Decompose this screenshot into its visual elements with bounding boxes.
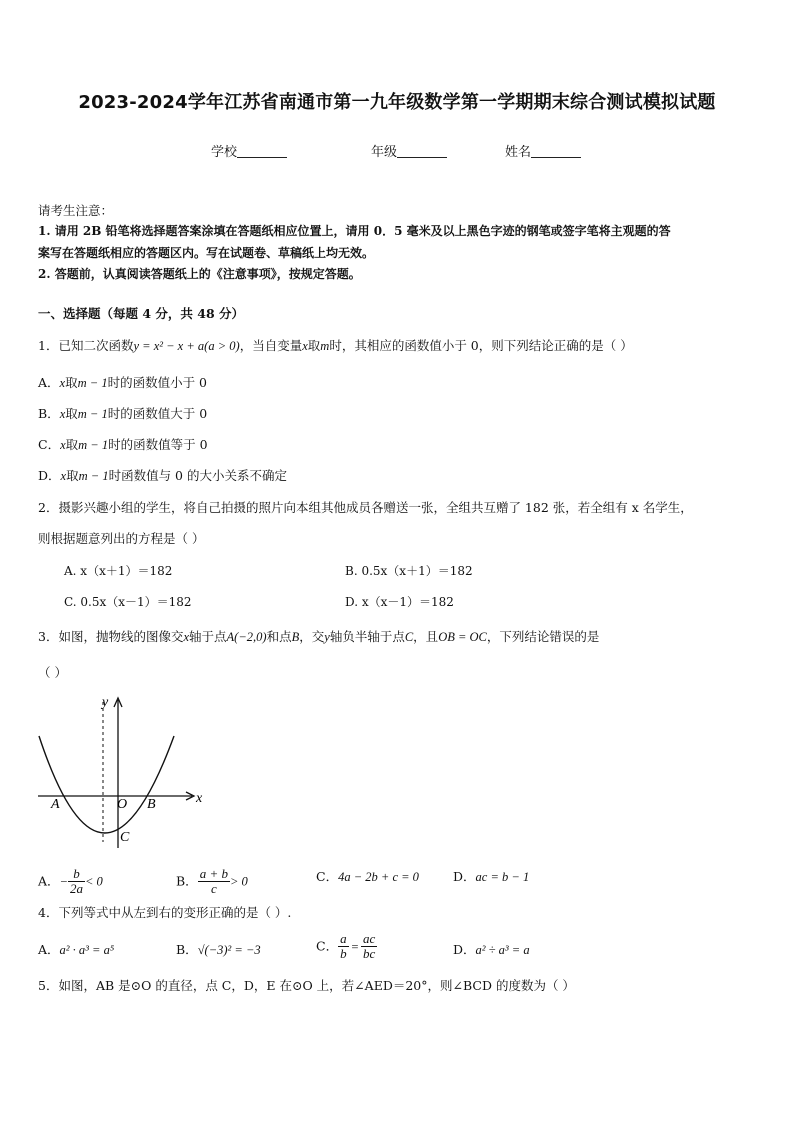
q4-option-a: A．a² · a³ = a⁵ — [38, 942, 115, 957]
question-1 — [38, 336, 633, 356]
grade-blank — [397, 145, 447, 158]
name-label: 姓名 — [505, 145, 532, 160]
question-2-line-2: 则根据题意列出的方程是（ ） — [38, 531, 205, 546]
q2-option-c: C. 0.5x（x－1）＝182 — [64, 595, 192, 609]
notice-heading: 请考生注意： — [38, 203, 114, 218]
parabola-graph — [34, 690, 214, 852]
question-5: 5．如图，AB 是⊙O 的直径，点 C，D，E 在⊙O 上，若∠AED＝20°，则∠BCD 的度数为（ ） — [38, 978, 575, 993]
question-4: 4．下列等式中从左到右的变形正确的是（ ）. — [38, 905, 292, 920]
point-a-label: A — [51, 797, 60, 812]
q3-answer-paren: （ ） — [38, 665, 67, 680]
q2-option-a: A. x（x＋1）＝182 — [64, 564, 173, 578]
origin-label: O — [117, 797, 128, 812]
q1-text-c: 时，其相应的函数值小于 0，则下列结论正确的是（ ） — [329, 338, 633, 353]
page-title: 2023-2024学年江苏省南通市第一九年级数学第一学期期末综合测试模拟试题 — [78, 92, 716, 113]
q1-var-m: m — [320, 339, 330, 353]
q1-option-d: D．x取m − 1时函数值与 0 的大小关系不确定 — [38, 468, 287, 483]
q1-formula: y = x² − x + a(a > 0) — [133, 339, 240, 353]
q3-option-b: B． $\frac{a + b}{c}$ > 0 — [176, 866, 248, 896]
q3-option-d: D．ac = b − 1 — [453, 869, 530, 884]
school-label: 学校 — [211, 145, 238, 160]
q2-option-b: B. 0.5x（x＋1）＝182 — [345, 564, 473, 578]
q1-option-a: A．x取m − 1时的函数值小于 0 — [38, 375, 208, 390]
q3-option-c: C．4a − 2b + c = 0 — [316, 869, 419, 884]
q1-option-c: C．x取m − 1时的函数值等于 0 — [38, 437, 208, 452]
school-blank — [237, 145, 287, 158]
q4-option-b: B．√(−3)² = −3 — [176, 942, 261, 957]
notice-item-1b: 案写在答题纸相应的答题区内。写在试题卷、草稿纸上均无效。 — [38, 246, 375, 260]
q1-text-b: 取 — [307, 338, 321, 353]
q1-var-x: x — [302, 339, 308, 353]
question-2-line-1: 2．摄影兴趣小组的学生，将自己拍摄的照片向本组其他成员各赠送一张，全组共互赠了 182 张，若全组有 x 名学生， — [38, 500, 693, 515]
notice-item-1a: 1. 请用 2B 铅笔将选择题答案涂填在答题纸相应位置上，请用 0．5 毫米及以上黑色字迹的钢笔或签字笔将主观题的答 — [38, 224, 671, 238]
q1-option-b: B．x取m − 1时的函数值大于 0 — [38, 406, 208, 421]
school-field — [211, 141, 287, 160]
section-heading: 一、选择题（每题 4 分，共 48 分） — [38, 306, 245, 321]
x-label: x — [196, 791, 203, 806]
point-c-label: C — [120, 830, 130, 845]
q1-prefix: 1．已知二次函数 — [38, 338, 134, 353]
q4-option-d: D．a² ÷ a³ = a — [453, 942, 530, 957]
notice-item-2: 2. 答题前，认真阅读答题纸上的《注意事项》，按规定答题。 — [38, 267, 361, 281]
grade-label: 年级 — [371, 145, 398, 160]
q3-option-a: A．− $\frac{b}{2a}$ < 0 — [38, 866, 103, 896]
q1-text-a: ，当自变量 — [239, 338, 303, 353]
name-field — [505, 141, 581, 160]
q4-option-c: C． $\frac{a}{b}$ = $\frac{ac}{bc}$ — [316, 931, 376, 961]
grade-field — [371, 141, 447, 160]
parabola-curve — [39, 736, 174, 833]
point-b-label: B — [147, 797, 156, 812]
question-3: 3．如图，抛物线的图像交x轴于点A(−2,0)和点B，交y轴负半轴于点C，且OB = OC，下列结论错误的是 — [38, 629, 600, 644]
q2-option-d: D. x（x－1）＝182 — [345, 595, 454, 609]
y-label: y — [102, 695, 109, 710]
name-blank — [531, 145, 581, 158]
